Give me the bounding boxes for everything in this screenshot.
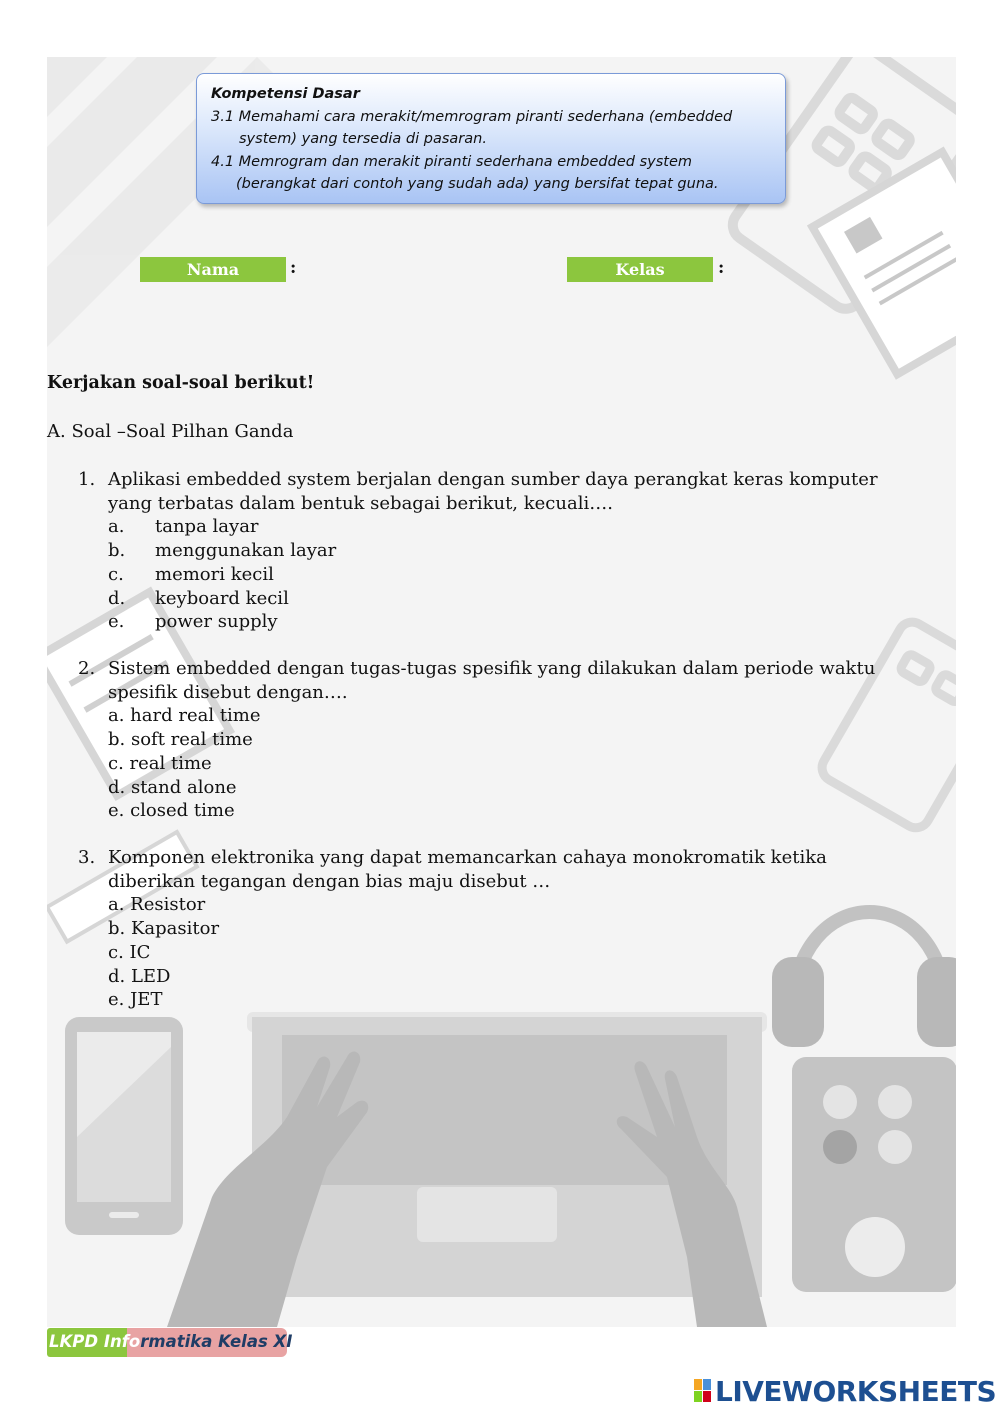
- option-a[interactable]: [108, 515, 948, 539]
- question-number: 1.: [78, 469, 96, 490]
- instruction-heading: Kerjakan soal-soal berikut!: [47, 373, 315, 393]
- option-b[interactable]: b. Kapasitor: [108, 918, 220, 940]
- question-text-cont: diberikan tegangan dengan bias maju disebut …: [108, 870, 551, 892]
- option-text: power supply: [155, 611, 278, 633]
- option-e[interactable]: e. closed time: [108, 800, 235, 822]
- option-c[interactable]: c. IC: [108, 941, 151, 963]
- question-text-cont: spesifik disebut dengan….: [108, 681, 348, 703]
- liveworksheets-icon: [694, 1379, 712, 1403]
- liveworksheets-wordmark: LIVEWORKSHEETS: [715, 1374, 997, 1408]
- option-letter: a.: [108, 516, 125, 538]
- footer-badge: [47, 1328, 293, 1357]
- option-text: keyboard kecil: [155, 587, 289, 609]
- option-a[interactable]: a. hard real time: [108, 705, 261, 727]
- option-text: memori kecil: [155, 563, 274, 585]
- option-d[interactable]: [108, 587, 948, 611]
- question-number: 3.: [78, 847, 96, 868]
- competency-item-4-1: 4.1 Memrogram dan merakit piranti sederhana embedded system: [211, 153, 692, 170]
- liveworksheets-logo[interactable]: [694, 1376, 996, 1406]
- option-letter: e.: [108, 611, 125, 633]
- report-document-icon: [812, 152, 956, 374]
- question-text-cont: yang terbatas dalam bentuk sebagai berikut, kecuali….: [108, 492, 613, 514]
- option-b[interactable]: b. soft real time: [108, 729, 253, 751]
- question-3: [78, 846, 948, 1012]
- option-text: tanpa layar: [155, 516, 259, 538]
- option-text: menggunakan layar: [155, 540, 337, 562]
- name-label: Nama: [140, 257, 286, 282]
- competency-item-3-1: 3.1 Memahami cara merakit/memrogram piranti sederhana (embedded: [211, 108, 733, 125]
- competency-box: [196, 73, 786, 204]
- question-2: [78, 657, 948, 823]
- option-letter: d.: [108, 587, 126, 609]
- question-text: Aplikasi embedded system berjalan dengan sumber daya perangkat keras komputer: [108, 469, 878, 490]
- class-label: Kelas: [567, 257, 713, 282]
- footer-title-part2: rmatika Kelas XI: [140, 1332, 293, 1351]
- tablet-icon: [65, 1017, 183, 1235]
- competency-item-4-1-cont: (berangkat dari contoh yang sudah ada) yang bersifat tepat guna.: [236, 176, 719, 192]
- competency-item-3-1-cont: system) yang tersedia di pasaran.: [239, 131, 487, 147]
- option-e[interactable]: e. JET: [108, 989, 163, 1011]
- option-d[interactable]: d. stand alone: [108, 776, 237, 798]
- name-colon: :: [290, 258, 297, 278]
- option-d[interactable]: d. LED: [108, 965, 171, 987]
- question-text: Komponen elektronika yang dapat memancarkan cahaya monokromatik ketika: [108, 847, 827, 868]
- option-c[interactable]: c. real time: [108, 752, 212, 774]
- footer-title-part1: LKPD Info: [49, 1332, 141, 1351]
- competency-title: Kompetensi Dasar: [211, 86, 360, 102]
- section-title: A. Soal –Soal Pilhan Ganda: [47, 421, 294, 442]
- option-letter: c.: [108, 563, 124, 585]
- option-e[interactable]: [108, 610, 948, 634]
- footer-title: [49, 1332, 292, 1351]
- question-number: 2.: [78, 658, 96, 679]
- question-text: Sistem embedded dengan tugas-tugas spesifik yang dilakukan dalam periode waktu: [108, 658, 876, 679]
- option-letter: b.: [108, 540, 126, 562]
- option-c[interactable]: [108, 563, 948, 587]
- music-player-icon: [792, 1057, 956, 1292]
- option-a[interactable]: a. Resistor: [108, 894, 206, 916]
- option-b[interactable]: [108, 539, 948, 563]
- question-1: [78, 468, 948, 634]
- class-colon: :: [718, 258, 725, 278]
